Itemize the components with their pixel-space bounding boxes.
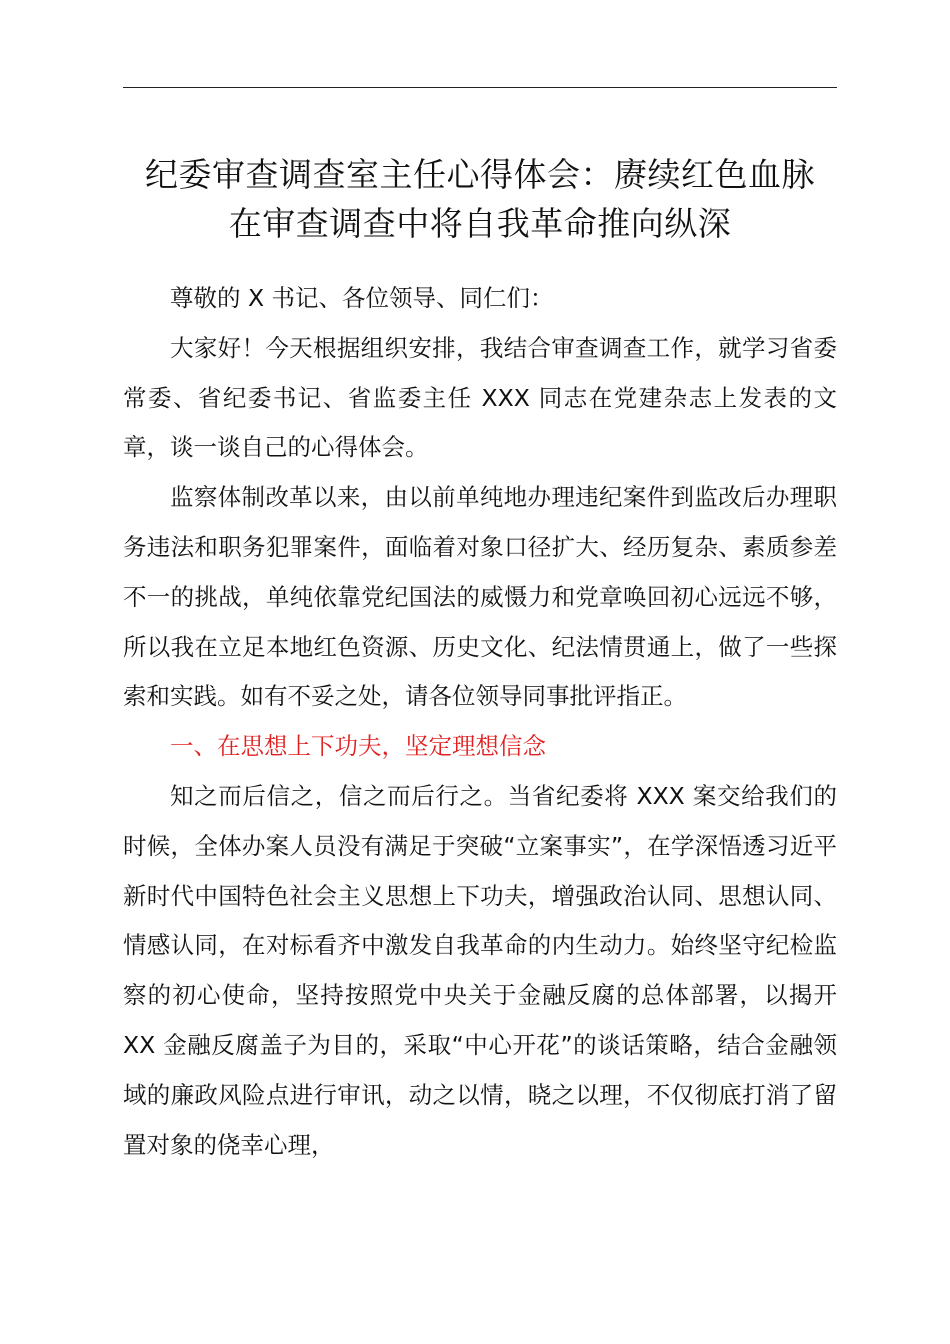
salutation: 尊敬的 X 书记、各位领导、同仁们： — [170, 284, 554, 312]
title-line-1: 纪委审查调查室主任心得体会：赓续红色血脉 — [145, 155, 815, 194]
paragraph-background: 监察体制改革以来，由以前单纯地办理违纪案件到监改后办理职务违法和职务犯罪案件，面临着对象口径扩大、经历复杂、素质参差不一的挑战，单纯依靠党纪国法的威慑力和党章唤回初心远远不够，所以我在立足本地红色资源、历史文化、纪法情贯通上，做了一些探索和实践。如有不妥之处，请各位领导同事批评指正。 — [123, 483, 837, 711]
document-title — [100, 150, 860, 248]
section-heading-1: 一、在思想上下功夫，坚定理想信念 — [170, 732, 546, 761]
paragraph-section-1: 知之而后信之，信之而后行之。当省纪委将 XXX 案交给我们的时候，全体办案人员没有满足于突破“立案事实”，在学深悟透习近平新时代中国特色社会主义思想上下功夫，增强政治认同、思想认同、情感认同，在对标看齐中激发自我革命的内生动力。始终坚守纪检监察的初心使命，坚持按照党中央关于金融反腐的总体部署，以揭开 XX 金融反腐盖子为目的，采取“中心开花”的谈话策略，结合金融领域的廉政风险点进行审讯，动之以情，晓之以理，不仅彻底打消了留置对象的侥幸心理， — [123, 781, 837, 1159]
header-rule — [123, 87, 837, 88]
title-line-2: 在审查调查中将自我革命推向纵深 — [228, 204, 732, 243]
paragraph-greeting: 大家好！今天根据组织安排，我结合审查调查工作，就学习省委常委、省纪委书记、省监委主任 XXX 同志在党建杂志上发表的文章，谈一谈自己的心得体会。 — [123, 333, 837, 462]
document-body — [123, 274, 837, 1170]
